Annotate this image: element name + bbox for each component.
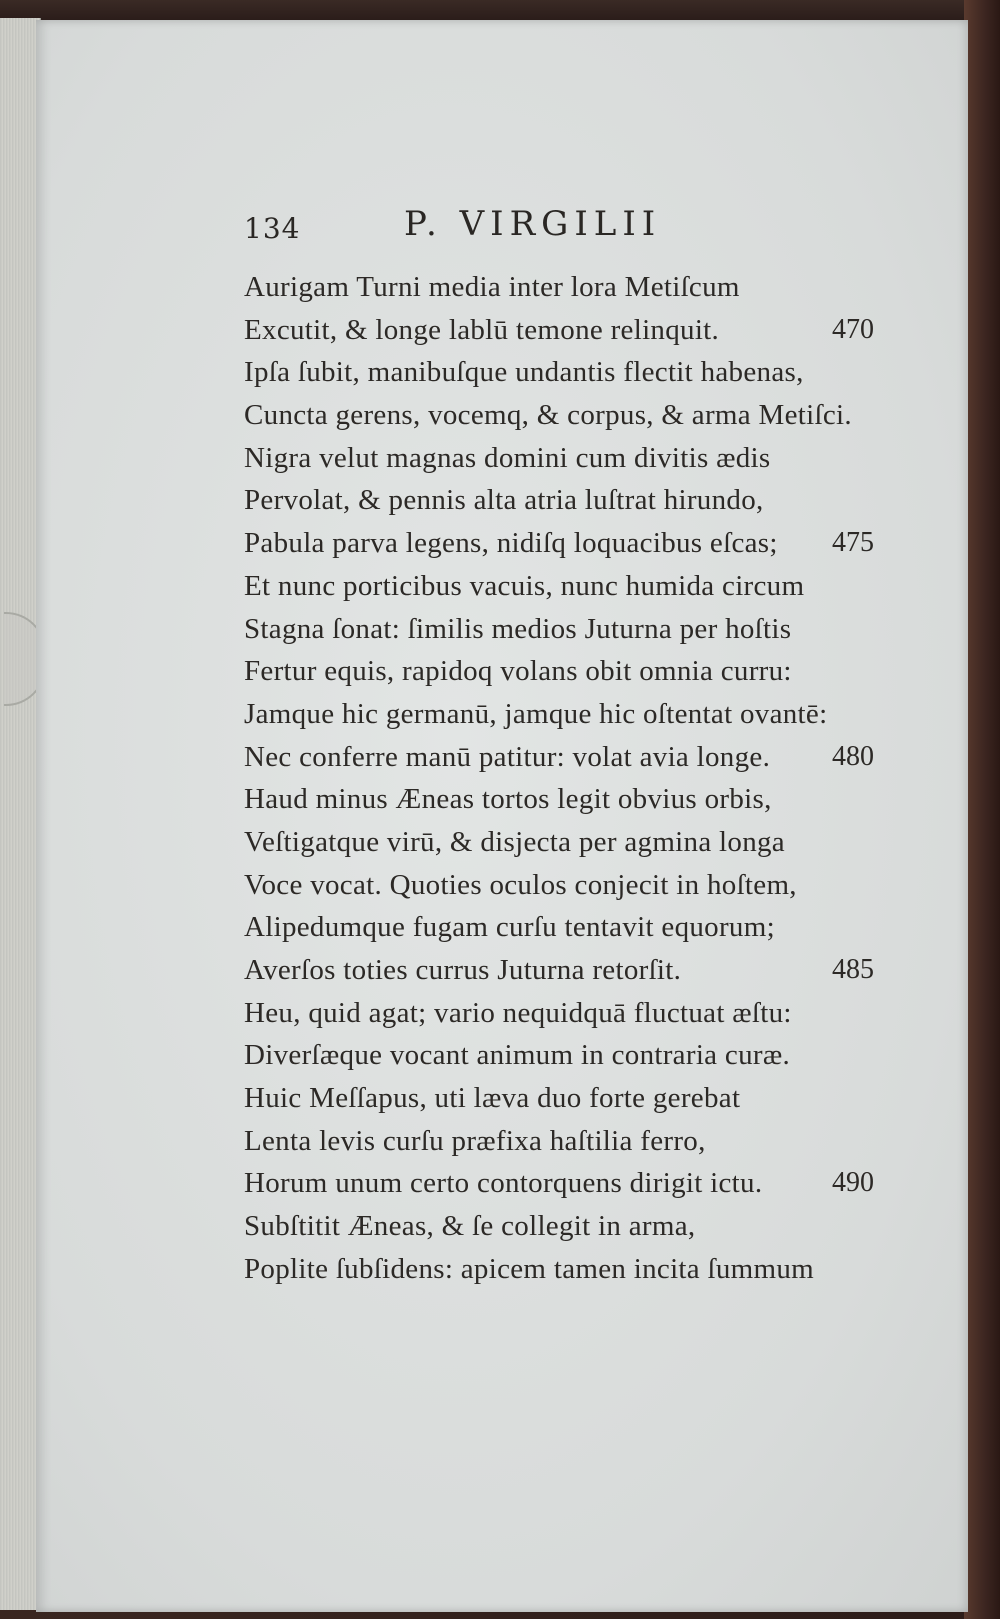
verse-line: [244, 1077, 934, 1120]
verse-block: [244, 266, 934, 1291]
verse-line: [244, 693, 934, 736]
verse-line: [244, 309, 934, 352]
verse-line: [244, 949, 934, 992]
verse-text: Lenta levis curſu præfixa haſtilia ferro,: [244, 1124, 706, 1157]
verse-text: Jamque hic germanū, jamque hic oſtentat ovantē:: [244, 697, 828, 730]
verse-line: [244, 736, 934, 779]
book-top-edge: [0, 0, 1000, 20]
verse-text: Et nunc porticibus vacuis, nunc humida circum: [244, 569, 805, 602]
verse-line: [244, 1162, 934, 1205]
page-header: [244, 204, 804, 254]
verse-number: 485: [832, 954, 874, 985]
verse-text: Heu, quid agat; vario nequidquā fluctuat æſtu:: [244, 996, 792, 1029]
verse-line: [244, 778, 934, 821]
verse-number: 470: [832, 313, 874, 345]
book-page: [36, 20, 968, 1612]
verse-text: Poplite ſubſidens: apicem tamen incita ſummum: [244, 1252, 815, 1285]
verse-line: [244, 650, 934, 693]
verse-line: [244, 1120, 934, 1163]
verse-text: Horum unum certo contorquens dirigit ictu.: [244, 1167, 763, 1200]
verse-line: [244, 1205, 934, 1248]
verse-number: 490: [832, 1167, 874, 1199]
verse-text: Pabula parva legens, nidiſq loquacibus eſcas;: [244, 527, 778, 560]
verse-text: Haud minus Æneas tortos legit obvius orbis,: [244, 783, 772, 816]
verse-text: Excutit, & longe lablū temone relinquit.: [244, 313, 720, 346]
verse-line: [244, 1248, 934, 1291]
verse-line: [244, 821, 934, 864]
verse-text: Veſtigatque virū, & disjecta per agmina longa: [244, 825, 785, 858]
verse-text: Averſos toties currus Juturna retorſit.: [244, 954, 682, 986]
verse-line: [244, 266, 934, 309]
verse-line: [244, 351, 934, 394]
verse-line: [244, 437, 934, 480]
verse-line: [244, 394, 934, 437]
verse-line: [244, 1034, 934, 1077]
verse-text: Diverſæque vocant animum in contraria curæ.: [244, 1039, 791, 1072]
book-binding-edge: [964, 0, 1000, 1619]
verse-line: [244, 479, 934, 522]
verse-number: 475: [832, 527, 874, 559]
verse-text: Alipedumque fugam curſu tentavit equorum;: [244, 911, 775, 944]
page-number: 134: [244, 212, 301, 245]
verse-line: [244, 522, 934, 565]
verse-number: 480: [832, 740, 874, 772]
verse-text: Nec conferre manū patitur: volat avia longe.: [244, 740, 771, 773]
verse-text: Subſtitit Æneas, & ſe collegit in arma,: [244, 1210, 696, 1243]
verse-text: Cuncta gerens, vocemq, & corpus, & arma Metiſci.: [244, 399, 852, 432]
verse-line: [244, 864, 934, 907]
verse-text: Ipſa ſubit, manibuſque undantis flectit habenas,: [244, 356, 804, 389]
verse-text: Pervolat, & pennis alta atria luſtrat hirundo,: [244, 484, 764, 517]
verse-text: Stagna ſonat: ſimilis medios Juturna per hoſtis: [244, 612, 792, 645]
verse-line: [244, 992, 934, 1035]
verse-line: [244, 565, 934, 608]
running-head: P. VIRGILII: [404, 204, 662, 244]
verse-text: Huic Meſſapus, uti læva duo forte gerebat: [244, 1082, 741, 1115]
verse-text: Aurigam Turni media inter lora Metiſcum: [244, 271, 740, 303]
verse-text: Nigra velut magnas domini cum divitis ædis: [244, 441, 771, 474]
verse-text: Voce vocat. Quoties oculos conjecit in hoſtem,: [244, 868, 797, 901]
page-edges: [0, 18, 41, 1610]
verse-line: [244, 608, 934, 651]
verse-line: [244, 906, 934, 949]
verse-text: Fertur equis, rapidoq volans obit omnia curru:: [244, 655, 792, 688]
